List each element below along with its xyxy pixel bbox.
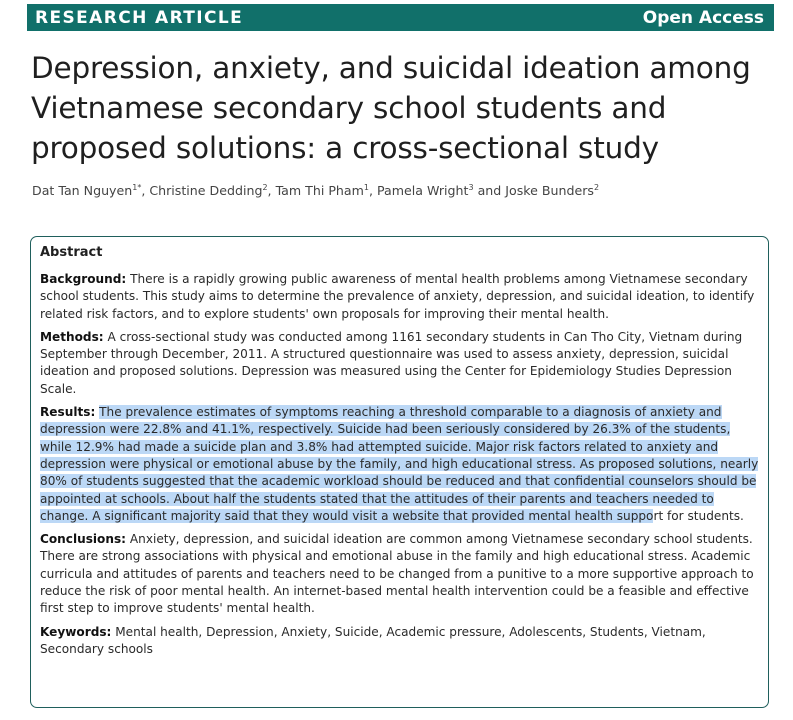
background-text: There is a rapidly growing public awareness of mental health problems among Vietnamese secondary school students. This study aims to determine the prevalence of anxiety, depression, and suicidal ideation, to identify related risk factors, and to explore students' own proposals for improving their mental health. bbox=[40, 272, 755, 321]
results-label: Results: bbox=[40, 405, 96, 420]
conclusions-label: Conclusions: bbox=[40, 532, 127, 547]
author-affiliation[interactable]: 2 bbox=[262, 183, 268, 192]
article-type-label: RESEARCH ARTICLE bbox=[35, 7, 244, 28]
keywords-section bbox=[40, 624, 762, 659]
author-name[interactable]: Joske Bunders bbox=[505, 183, 594, 199]
results-text-selected[interactable]: The prevalence estimates of symptoms reaching a threshold comparable to a diagnosis of anxiety and depression were 22.8% and 41.1%, respectively. Suicide had been seriously considered by 26.3% of the students, while 12.9% had made a suicide plan and 3.8% had attempted suicide. Major risk factors related to anxiety and depression were physical or emotional abuse by the family, and high educational stress. As proposed solutions, nearly 80% of students suggested that the academic workload should be reduced and that confidential counselors should be appointed at schools. About half the students stated that the attitudes of their parents and teachers needed to change. A significant majority said that they would visit a website that provided mental health suppo bbox=[40, 405, 759, 523]
abstract-heading: Abstract bbox=[40, 245, 103, 260]
conclusions-section bbox=[40, 531, 762, 617]
keywords-label: Keywords: bbox=[40, 624, 112, 639]
author-separator: , bbox=[369, 183, 378, 199]
author-separator: , bbox=[267, 183, 276, 199]
author-name[interactable]: Tam Thi Pham bbox=[275, 183, 364, 199]
author-affiliation[interactable]: 1* bbox=[132, 183, 142, 192]
author-list bbox=[32, 183, 772, 198]
paper-title: Depression, anxiety, and suicidal ideation among Vietnamese secondary school students and proposed solutions: a cross-sectional study bbox=[31, 51, 751, 165]
methods-label: Methods: bbox=[40, 329, 104, 344]
background-label: Background: bbox=[40, 272, 127, 286]
open-access-label: Open Access bbox=[642, 7, 764, 28]
author-affiliation[interactable]: 1 bbox=[363, 183, 369, 192]
conclusions-text: Anxiety, depression, and suicidal ideation are common among Vietnamese secondary school students. There are strong associations with physical and emotional abuse in the family and high educational stress. Academic curricula and attitudes of parents and teachers need to be changed from a punitive to a more supportive approach to reduce the risk of poor mental health. An internet-based mental health intervention could be a feasible and effective first step to improve students' mental health. bbox=[40, 532, 754, 616]
keywords-text: Mental health, Depression, Anxiety, Suicide, Academic pressure, Adolescents, Students, Vietnam, Secondary schools bbox=[40, 624, 706, 656]
abstract-body bbox=[40, 271, 762, 664]
background-section bbox=[40, 271, 762, 323]
author-name[interactable]: Pamela Wright bbox=[377, 183, 469, 199]
results-section bbox=[40, 404, 762, 525]
author-separator: , bbox=[141, 183, 150, 199]
methods-section bbox=[40, 329, 762, 398]
author-affiliation[interactable]: 3 bbox=[468, 183, 474, 192]
author-name[interactable]: Christine Dedding bbox=[149, 183, 263, 199]
methods-text: A cross-sectional study was conducted among 1161 secondary students in Can Tho City, Vietnam during September through December, 2011. A structured questionnaire was used to assess anxiety, depression, suicidal ideation and proposed solutions. Depression was measured using the Center for Epidemiology Studies Depression Scale. bbox=[40, 329, 743, 396]
author-separator: and bbox=[473, 183, 506, 199]
author-affiliation[interactable]: 2 bbox=[593, 183, 600, 192]
results-text: rt for students. bbox=[653, 508, 744, 523]
abstract-box bbox=[30, 236, 769, 708]
author-name[interactable]: Dat Tan Nguyen bbox=[32, 183, 133, 199]
article-banner bbox=[27, 4, 774, 31]
